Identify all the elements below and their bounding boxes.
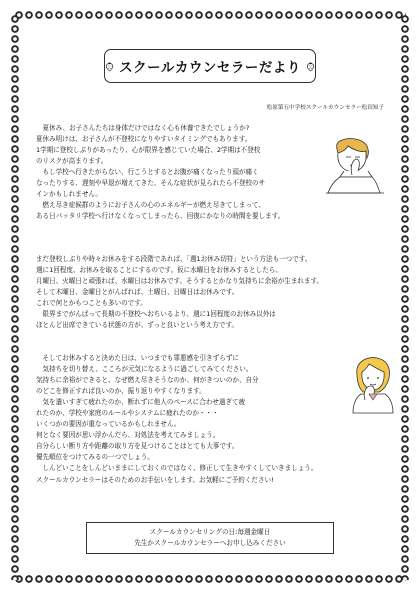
text-line: そしてお休みすると決めた日は、いつまでも罪悪感を引きずらずに (42, 354, 239, 362)
text-line: もし学校へ行きたがらない、行こうとするとお腹が痛くなったり頭が痛く (42, 168, 259, 177)
page-title: スクールカウンセラーだより (119, 60, 301, 76)
strawberry-icon (105, 59, 114, 74)
text-line: 気持ちに余裕ができると、なぜ燃え尽きそうなのか、何がきついのか、自分 (36, 376, 259, 385)
text-line: 気持ちを切り替え、こころが元気になるように過ごしてみてください。 (42, 365, 253, 374)
text-line: 自分らしい断り方や距離の取り方を見つけることはとても大事です。 (36, 442, 239, 451)
text-line: インかもしれません。 (36, 190, 102, 199)
text-line: 夏休み明けは、お子さんが不登校になりやすいタイミングでもあります。 (36, 135, 252, 144)
text-line: いくつかの要因が重なっているかもしれません。 (36, 420, 181, 429)
text-line: ある日パッタリ学校へ行けなくなってしまったら、回復にかなりの時間を要します。 (36, 212, 285, 221)
text-line: 月曜日、火曜日と頑張れば、水曜日はお休みです。そうするとかなり気持ちに余裕が生まれます。 (36, 277, 324, 286)
thinking-girl-illustration (349, 356, 397, 414)
text-line: しんどいことをしんどいままにしておくのではなく、修正して生きやすくしていきましょう。 (42, 464, 318, 473)
text-line: そして木曜日、金曜日とがんばれば、土曜日、日曜日はお休みです。 (36, 288, 239, 297)
text-line: まだ登校しぶりや時々お休みをする段階であれば、「週1お休み切符」という方法も一つです。 (36, 255, 312, 263)
application-note: 先生かスクールカウンセラーへお申し込みください (134, 539, 286, 547)
counseling-day: スクールカウンセリングの日:毎週金曜日 (149, 528, 271, 536)
text-line: 何となく要因が思い浮かんだら、対処法を考えてみましょう。 (36, 431, 220, 440)
paragraph-rest-day-advice (36, 353, 384, 486)
newsletter-title-box (104, 49, 316, 83)
text-line: のリスクが高まります。 (36, 157, 108, 166)
text-line: 週に1回程度、お休みを取ることにするのです。仮に水曜日をお休みするとしたら、 (36, 266, 282, 275)
text-line: 優先順位をつけてみるの一つでしょう。 (36, 453, 154, 462)
page-border-bottom (14, 574, 406, 584)
text-line: 燃え尽き症候群のようにお子さんの心のエネルギーが燃え尽きてしまって、 (42, 201, 265, 210)
text-line: なったりする、遅刻や早退が増えてきた、そんな症状が見られたら不登校のサ (36, 179, 266, 188)
page-border-top (14, 10, 406, 20)
text-line: 夏休み、お子さんたちは身体だけではなく心も休養できたでしょうか? (42, 124, 250, 132)
page-border-right (400, 14, 410, 580)
text-line: のどこを修正すれば良いのか、振り返りやすくなります。 (36, 387, 206, 396)
page-border-left (10, 14, 20, 580)
paragraph-weekly-rest-ticket (36, 254, 384, 331)
text-line: スクールカウンセラーはそのためのお手伝いをします。お気軽にご予約ください! (36, 475, 274, 484)
text-line: れたのか、学校や家庭のルールやシステムに疲れたのか・・・ (36, 409, 219, 418)
counseling-schedule-box (86, 522, 334, 554)
text-line: 限界までがんばって長期の不登校へおちいるより、週に1回程度のお休み以外は (42, 310, 276, 319)
text-line: これで何とかもつことも多いのです。 (36, 299, 147, 308)
text-line: ほとんど出席できている状態の方が、ずっと良いという考え方です。 (36, 321, 239, 330)
author-line: 松原第五中学校スクールカウンセラー松田知子 (266, 105, 384, 111)
strawberry-icon (306, 59, 315, 74)
text-line: 1学期に登校しぶりがあったり、心が限界を感じていた場合、2学期は不登校 (36, 146, 261, 155)
text-line: 気を遣いすぎて疲れたのか、断れずに他人のペースに合わせ過ぎて疲 (42, 398, 246, 407)
thinking-boy-illustration (322, 137, 386, 195)
